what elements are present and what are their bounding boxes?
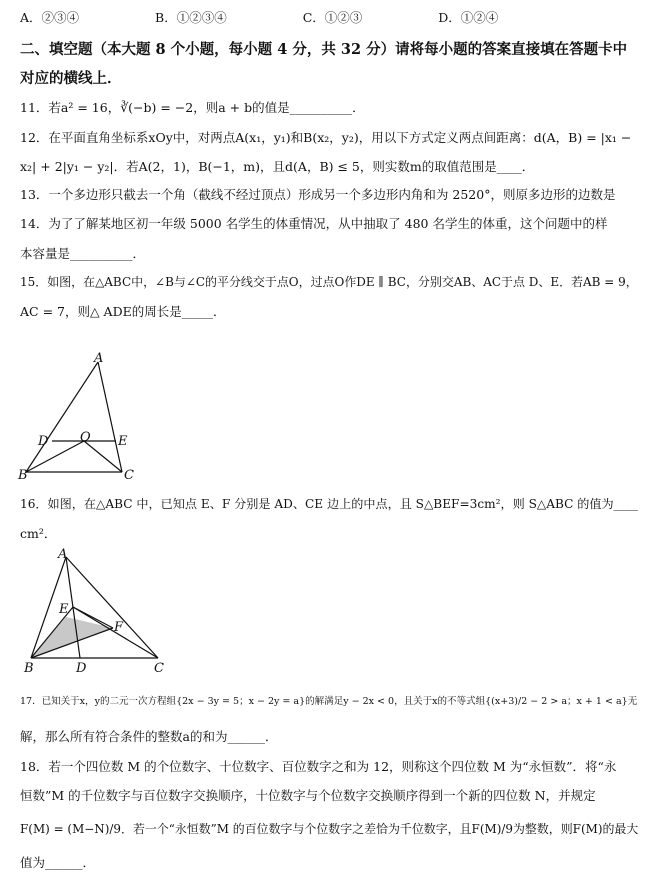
question-15: 15．如图，在△ABC中，∠B与∠C的平分线交于点O，过点O作DE ∥ BC，分别交AB、AC于点 D、E．若AB = 9， [20, 275, 638, 289]
choice-a: A．②③④ [20, 10, 80, 25]
question-12: 12．在平面直角坐标系xOy中，对两点A(x₁，y₁)和B(x₂，y₂)，用以下方式定义两点间距离：d(A，B) = |x₁ − [20, 130, 632, 145]
label-b: B [18, 468, 28, 482]
label-c: C [154, 661, 164, 676]
label-e: E [59, 602, 69, 617]
label-c: C [124, 468, 134, 482]
question-15-cont: AC = 7，则△ ADE的周长是_____． [20, 304, 226, 319]
question-17: 17．已知关于x，y的二元一次方程组{2x − 3y = 5；x − 2y = a}的解满足y − 2x < 0，且关于x的不等式组{(x+3)/2 − 2 > a；x + 1 < a}无 [20, 696, 638, 707]
question-18-cont: 恒数”M 的千位数字与百位数字交换顺序，十位数字与个位数字交换顺序得到一个新的四位数 N，并规定 [20, 788, 596, 803]
question-18-cont-2: F(M) = (M−N)/9．若一个“永恒数”M 的百位数字与个位数字之差恰为千位数字，且F(M)/9为整数，则F(M)的最大 [20, 822, 639, 836]
question-14-cont: 本容量是__________． [20, 246, 146, 261]
section-title-cont: 对应的横线上． [20, 70, 122, 87]
question-16: 16．如图，在△ABC 中，已知点 E、F 分别是 AD、CE 边上的中点，且 S△BEF=3cm²，则 S△ABC 的值为____ [20, 497, 638, 511]
question-14: 14．为了了解某地区初一年级 5000 名学生的体重情况，从中抽取了 480 名学生的体重，这个问题中的样 [20, 216, 608, 231]
label-a: A [58, 547, 68, 562]
question-13: 13．一个多边形只截去一个角（截线不经过顶点）形成另一个多边形内角和为 2520°，则原多边形的边数是 [20, 187, 616, 202]
label-e: E [118, 434, 128, 449]
label-o: O [80, 430, 91, 445]
label-a: A [94, 352, 104, 366]
question-17-cont: 解，那么所有符合条件的整数a的和为______． [20, 729, 278, 744]
figure-15-triangle [14, 352, 144, 482]
label-d: D [76, 661, 87, 676]
question-18: 18．若一个四位数 M 的个位数字、十位数字、百位数字之和为 12，则称这个四位数 M 为“永恒数”．将“永 [20, 759, 617, 774]
choice-c: C．①②③ [302, 10, 363, 25]
question-11: 11．若a² = 16，∛(−b) = −2，则a + b的值是__________． [20, 100, 365, 115]
label-b: B [24, 661, 34, 676]
label-d: D [38, 434, 49, 449]
question-18-cont-3: 值为______． [20, 855, 96, 870]
label-f: F [114, 620, 124, 635]
figure-16-triangle [18, 545, 178, 677]
answer-choices [20, 8, 570, 26]
section-title: 二、填空题（本大题 8 个小题，每小题 4 分，共 32 分）请将每小题的答案直接填在答题卡中 [20, 41, 628, 58]
choice-b: B．①②③④ [155, 10, 227, 25]
question-12-cont: x₂| + 2|y₁ − y₂|．若A(2，1)，B(−1，m)，且d(A，B) ≤ 5，则实数m的取值范围是____． [20, 159, 535, 174]
question-16-cont: cm²． [20, 526, 57, 541]
choice-d: D．①②④ [438, 10, 499, 25]
